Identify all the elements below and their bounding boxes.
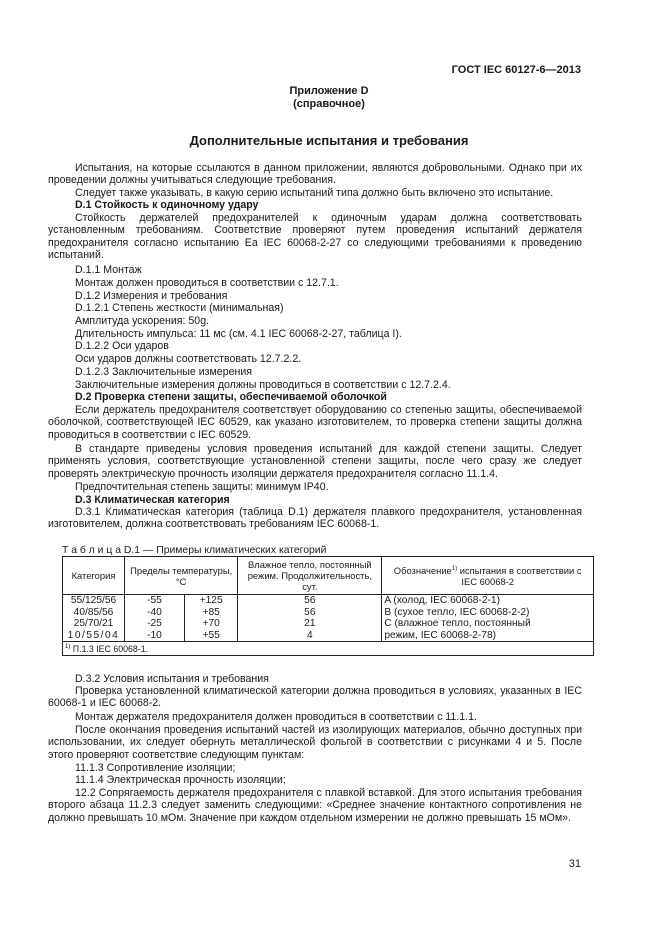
d1-text: Стойкость держателей предохранителей к одиночным ударам должна соответствовать установленным требованиям. Соответствие проверяют путем проведения испытаний держателя предохранителя согласно испытанию Еа IEC 60068-2-27 со следующими требованиями к проведению испытаний.	[48, 212, 582, 262]
intro-paragraph-1: Испытания, на которые ссылаются в данном приложении, являются добровольными. Однако при их проведении должны учитываться следующие требования.	[48, 162, 582, 187]
d2-text-2: В стандарте приведены условия проведения испытаний для каждой степени защиты. Следует применять условия, соответствующие установленной степени защиты, после чего сразу же следует проверять электрическую прочность изоляции держателя предохранителя согласно 11.1.4.	[48, 443, 582, 480]
header-temperature: Пределы температуры, °С	[125, 557, 238, 595]
d3-title: D.3 Климатическая категория	[75, 494, 230, 506]
table-row: 25/70/21 -25 +70 21 C (влажное тепло, постоянный	[63, 618, 594, 630]
appendix-subtitle: (справочное)	[293, 98, 365, 110]
table-row: 40/85/56 -40 +85 56 B (сухое тепло, IEC 60068-2-2)	[63, 607, 594, 619]
d12-title: D.1.2 Измерения и требования	[75, 290, 228, 302]
section-heading: Дополнительные испытания и требования	[189, 133, 469, 148]
header-designation: Обозначение$^{1)}$ испытания в соответствии с IEC 60068-2	[382, 557, 594, 595]
d11-text: Монтаж должен проводиться в соответствии с 12.7.1.	[75, 277, 339, 289]
d32-text-1: Проверка установленной климатической категории должна проводиться в условиях, указанных в IEC 60068-1 и IEC 60068-2.	[48, 685, 582, 710]
table-footnote: $^{1)}$ П.1.3 IEC 60068-1.	[63, 642, 594, 656]
d121-title: D.1.2.1 Степень жесткости (минимальная)	[75, 302, 284, 314]
d123-title: D.1.2.3 Заключительные измерения	[75, 366, 252, 378]
header-humidity: Влажное тепло, постоянный режим. Продолжительность, сут.	[238, 557, 382, 595]
table-row: 55/125/56 -55 +125 56 A (холод, IEC 60068-2-1)	[63, 595, 594, 607]
d122-text: Оси ударов должны соответствовать 12.7.2.2.	[75, 353, 302, 365]
d122-title: D.1.2.2 Оси ударов	[75, 340, 169, 352]
d121-duration: Длительность импульса: 11 мс (см. 4.1 IEC 60068-2-27, таблица I).	[75, 328, 402, 340]
table-caption-prefix: Т а б л и ц а	[62, 545, 121, 556]
page-number: 31	[568, 858, 581, 870]
d11-title: D.1.1 Монтаж	[75, 264, 142, 276]
d121-acceleration: Амплитуда ускорения: 50g.	[75, 315, 210, 327]
table-caption-text: D.1 — Примеры климатических категорий	[123, 545, 327, 556]
d31-text: D.3.1 Климатическая категория (таблица D.1) держателя плавкого предохранителя, установленная изготовителем, должна соответствовать требованиям IEC 60068-1.	[48, 506, 582, 531]
item-12-2: 12.2 Сопрягаемость держателя предохранителя с плавкой вставкой. Для этого испытания требования второго абзаца 11.2.3 следует заменить следующими: «Среднее значение контактного сопротивления не должно превышать 10 мОм. Значение при каждом отдельном измерении не должно превышать 15 мОм».	[48, 787, 582, 824]
header-category: Категория	[63, 557, 125, 595]
item-11-1-3: 11.1.3 Сопротивление изоляции;	[75, 762, 236, 774]
standard-number: ГОСТ IEC 60127-6—2013	[451, 64, 581, 76]
d32-title: D.3.2 Условия испытания и требования	[75, 673, 269, 685]
footnote-mark: 1)	[451, 566, 458, 572]
d32-text-3: После окончания проведения испытаний частей из изолирующих материалов, обычно доступных при использовании, их следует обернуть металлической фольгой в соответствии с рисунками 4 и 5. После этого проверяют соответствие следующим пунктам:	[48, 724, 582, 761]
d1-title: D.1 Стойкость к одиночному удару	[75, 199, 259, 211]
d2-text-3: Предпочтительная степень защиты: минимум IP40.	[75, 481, 329, 493]
d32-text-2: Монтаж держателя предохранителя должен проводиться в соответствии с 11.1.1.	[75, 711, 477, 723]
climatic-categories-table	[62, 556, 594, 656]
table-caption	[62, 545, 326, 556]
table-row: 10/55/04 -10 +55 4 режим, IEC 60068-2-78)	[63, 630, 594, 642]
intro-paragraph-2: Следует также указывать, в какую серию испытаний типа должно быть включено это испытание.	[75, 187, 554, 199]
d2-title: D.2 Проверка степени защиты, обеспечиваемой оболочкой	[75, 391, 387, 403]
item-11-1-4: 11.1.4 Электрическая прочность изоляции;	[75, 774, 286, 786]
d2-text-1: Если держатель предохранителя соответствует оборудованию со степенью защиты, обеспечиваемой оболочкой, соответствующей IEC 60529, как указано изготовителем, то проверка степени защиты должна проводиться в соответствии с IEC 60529.	[48, 404, 582, 441]
appendix-title: Приложение D	[289, 85, 369, 97]
d123-text: Заключительные измерения должны проводиться в соответствии с 12.7.2.4.	[75, 379, 451, 391]
